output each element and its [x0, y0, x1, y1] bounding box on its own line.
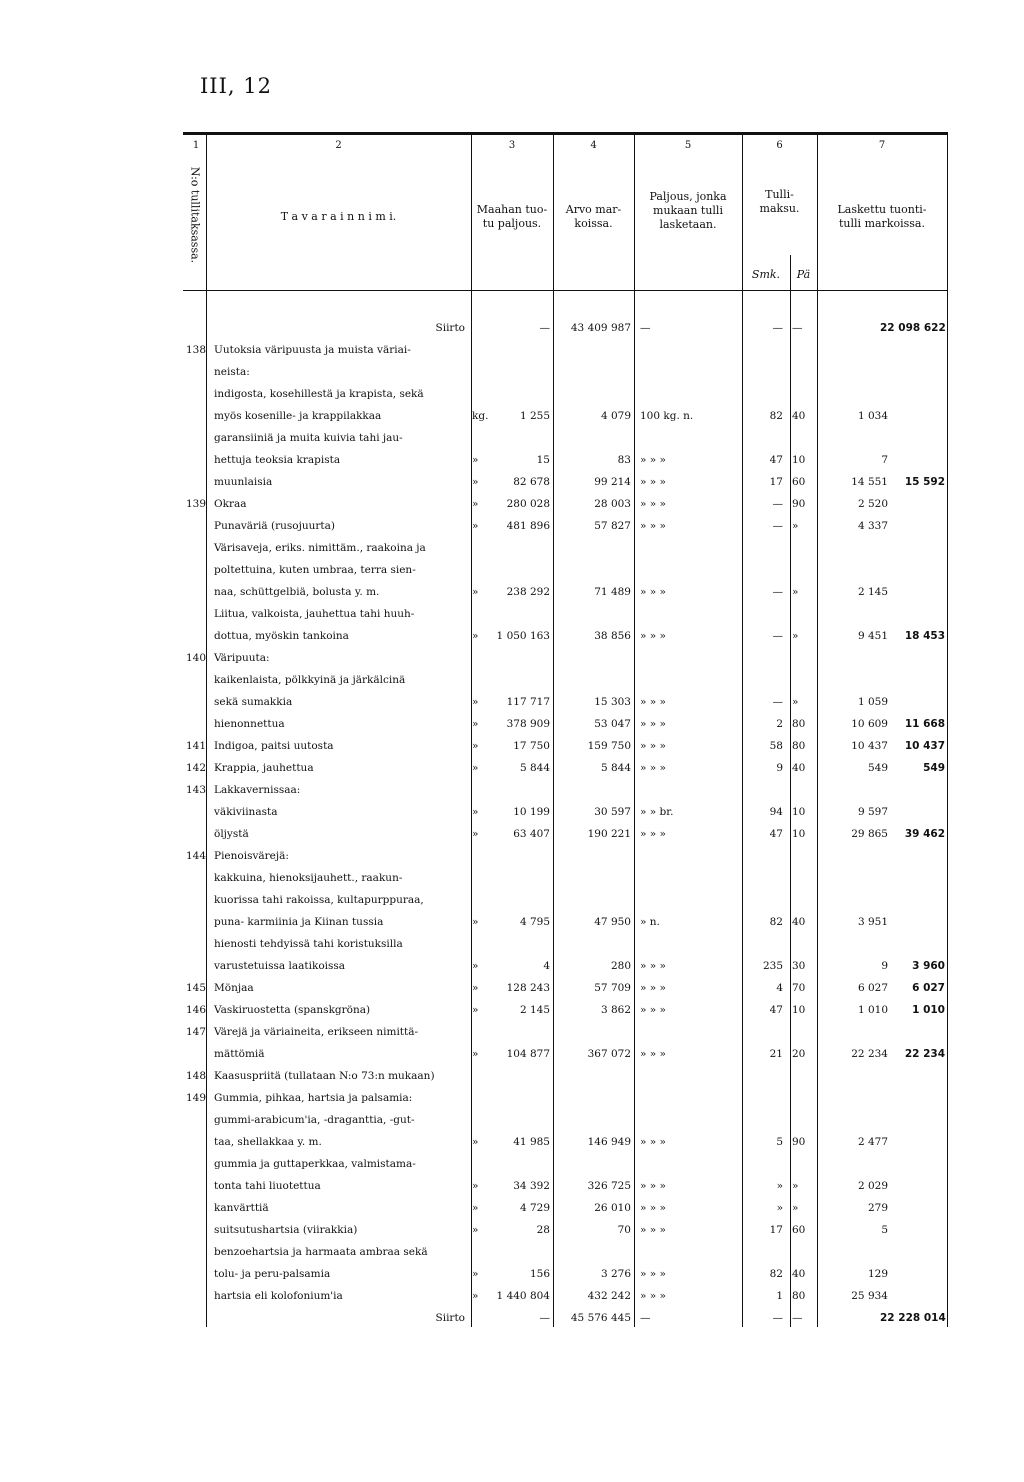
basis-cell: » » »: [640, 1180, 666, 1192]
quantity-cell: —: [539, 1312, 550, 1324]
subtotal-cell: 15 592: [904, 476, 945, 488]
quantity-cell: 63 407: [513, 828, 550, 840]
quantity-cell: 128 243: [506, 982, 550, 994]
duty-rate-mk-cell: 21: [769, 1048, 783, 1060]
col-rule: [947, 135, 948, 1327]
unit-cell: »: [472, 498, 479, 510]
quantity-cell: 28: [536, 1224, 550, 1236]
quantity-cell: —: [539, 322, 550, 334]
basis-cell: » » »: [640, 498, 666, 510]
unit-cell: »: [472, 1268, 479, 1280]
row-number: 147: [186, 1026, 207, 1038]
item-description: Värejä ja väriaineita, erikseen nimittä-: [214, 1026, 419, 1038]
subtotal-cell: 1 010: [912, 1004, 945, 1016]
quantity-cell: 280 028: [506, 498, 550, 510]
item-description: mättömiä: [214, 1048, 265, 1060]
value-cell: 159 750: [587, 740, 631, 752]
basis-cell: » » »: [640, 1136, 666, 1148]
item-description: puna- karmiinia ja Kiinan tussia: [214, 916, 384, 928]
value-cell: 190 221: [587, 828, 631, 840]
row-number: 138: [186, 344, 207, 356]
duty-rate-mk-cell: 47: [769, 454, 783, 466]
header-col6: Tulli- maksu.: [759, 188, 800, 215]
duty-rate-p-cell: »: [792, 520, 799, 532]
row-number: 148: [186, 1070, 207, 1082]
item-description: myös kosenille- ja krappilakkaa: [214, 410, 382, 422]
basis-cell: » » br.: [640, 806, 674, 818]
duty-rate-p-cell: 80: [792, 718, 806, 730]
item-description: kanvärttiä: [214, 1202, 269, 1214]
value-cell: 38 856: [594, 630, 631, 642]
quantity-cell: 34 392: [513, 1180, 550, 1192]
value-cell: 70: [617, 1224, 631, 1236]
value-cell: 53 047: [594, 718, 631, 730]
item-description: kakkuina, hienoksijauhett., raakun-: [214, 872, 403, 884]
unit-cell: »: [472, 1202, 479, 1214]
col-rule: [634, 135, 635, 1327]
basis-cell: » » »: [640, 520, 666, 532]
duty-rate-p-cell: 60: [792, 1224, 806, 1236]
table-top-rule: [183, 132, 948, 135]
value-cell: 3 862: [600, 1004, 631, 1016]
value-cell: 26 010: [594, 1202, 631, 1214]
item-description: garansiiniä ja muita kuivia tahi jau-: [214, 432, 403, 444]
item-description: kuorissa tahi rakoissa, kultapurppuraa,: [214, 894, 424, 906]
item-description: poltettuina, kuten umbraa, terra sien-: [214, 564, 416, 576]
unit-cell: »: [472, 586, 479, 598]
duty-rate-p-cell: 10: [792, 806, 806, 818]
basis-cell: » » »: [640, 982, 666, 994]
quantity-cell: 104 877: [506, 1048, 550, 1060]
item-description: dottua, myöskin tankoina: [214, 630, 349, 642]
unit-cell: »: [472, 916, 479, 928]
item-description: Väripuuta:: [214, 652, 270, 664]
basis-cell: 100 kg. n.: [640, 410, 694, 422]
unit-cell: »: [472, 454, 479, 466]
item-description: muunlaisia: [214, 476, 273, 488]
item-description: hienosti tehdyissä tahi koristuksilla: [214, 938, 403, 950]
value-cell: 45 576 445: [570, 1312, 631, 1324]
col-number-6: 6: [776, 140, 783, 151]
unit-cell: »: [472, 960, 479, 972]
basis-cell: —: [640, 1312, 651, 1324]
duty-rate-mk-cell: 58: [769, 740, 783, 752]
row-number: 146: [186, 1004, 207, 1016]
duty-rate-p-cell: —: [792, 322, 803, 334]
item-description: Värisaveja, eriks. nimittäm., raakoina ja: [214, 542, 426, 554]
value-cell: 43 409 987: [570, 322, 631, 334]
quantity-cell: 2 145: [519, 1004, 550, 1016]
duty-rate-p-cell: »: [792, 1180, 799, 1192]
value-cell: 432 242: [587, 1290, 631, 1302]
unit-cell: kg.: [472, 410, 489, 422]
carry-over-label: Siirto: [435, 322, 465, 334]
basis-cell: » » »: [640, 762, 666, 774]
duty-rate-p-cell: 60: [792, 476, 806, 488]
duty-rate-p-cell: 80: [792, 740, 806, 752]
value-cell: 3 276: [600, 1268, 631, 1280]
unit-cell: »: [472, 696, 479, 708]
row-number: 139: [186, 498, 207, 510]
item-description: naa, schüttgelbiä, bolusta y. m.: [214, 586, 380, 598]
subtotal-cell: 39 462: [904, 828, 945, 840]
computed-duty-cell: 9: [881, 960, 888, 972]
duty-rate-mk-cell: 47: [769, 828, 783, 840]
unit-cell: »: [472, 982, 479, 994]
unit-cell: »: [472, 1224, 479, 1236]
duty-rate-mk-cell: »: [776, 1202, 783, 1214]
value-cell: 57 827: [594, 520, 631, 532]
subtotal-cell: 3 960: [912, 960, 945, 972]
basis-cell: » n.: [640, 916, 660, 928]
unit-cell: »: [472, 630, 479, 642]
computed-duty-cell: 1 059: [857, 696, 888, 708]
computed-duty-cell: 279: [867, 1202, 888, 1214]
computed-duty-cell: 14 551: [851, 476, 888, 488]
quantity-cell: 15: [536, 454, 550, 466]
unit-cell: »: [472, 828, 479, 840]
col-number-5: 5: [684, 140, 692, 151]
row-number: 142: [186, 762, 207, 774]
duty-rate-p-cell: 40: [792, 762, 806, 774]
item-description: varustetuissa laatikoissa: [214, 960, 346, 972]
duty-rate-mk-cell: 235: [762, 960, 783, 972]
item-description: tolu- ja peru-palsamia: [214, 1268, 331, 1280]
duty-rate-mk-cell: 94: [769, 806, 783, 818]
item-description: Pienoisvärejä:: [214, 850, 289, 862]
duty-rate-p-cell: »: [792, 696, 799, 708]
computed-duty-cell: 9 451: [857, 630, 888, 642]
duty-rate-p-cell: 40: [792, 916, 806, 928]
col-rule: [790, 255, 791, 1327]
duty-rate-p-cell: 70: [792, 982, 806, 994]
basis-cell: » » »: [640, 1224, 666, 1236]
item-description: Okraa: [214, 498, 247, 510]
basis-cell: » » »: [640, 476, 666, 488]
item-description: Uutoksia väripuusta ja muista väriai-: [214, 344, 411, 356]
unit-cell: »: [472, 1136, 479, 1148]
unit-cell: »: [472, 476, 479, 488]
basis-cell: —: [640, 322, 651, 334]
item-description: öljystä: [214, 828, 249, 840]
item-description: väkiviinasta: [214, 806, 278, 818]
duty-rate-mk-cell: 9: [776, 762, 783, 774]
unit-cell: »: [472, 1180, 479, 1192]
header-col1: N:o tullitaksassa.: [188, 166, 202, 264]
duty-rate-p-cell: 10: [792, 1004, 806, 1016]
basis-cell: » » »: [640, 454, 666, 466]
basis-cell: » » »: [640, 718, 666, 730]
unit-cell: »: [472, 1290, 479, 1302]
duty-rate-mk-cell: »: [776, 1180, 783, 1192]
item-description: Gummia, pihkaa, hartsia ja palsamia:: [214, 1092, 413, 1104]
header-col6-sub-mk: Smk.: [751, 268, 781, 281]
quantity-cell: 481 896: [506, 520, 550, 532]
subtotal-cell: 10 437: [904, 740, 945, 752]
computed-duty-cell: 5: [881, 1224, 888, 1236]
value-cell: 71 489: [594, 586, 631, 598]
duty-rate-p-cell: 10: [792, 454, 806, 466]
value-cell: 146 949: [587, 1136, 631, 1148]
computed-duty-cell: 29 865: [851, 828, 888, 840]
duty-rate-mk-cell: —: [772, 322, 783, 334]
duty-rate-mk-cell: 1: [776, 1290, 783, 1302]
duty-rate-mk-cell: 82: [769, 916, 783, 928]
unit-cell: »: [472, 762, 479, 774]
unit-cell: »: [472, 1004, 479, 1016]
item-description: hienonnettua: [214, 718, 285, 730]
item-description: benzoehartsia ja harmaata ambraa sekä: [214, 1246, 428, 1258]
item-description: taa, shellakkaa y. m.: [214, 1136, 322, 1148]
quantity-cell: 1 050 163: [496, 630, 550, 642]
value-cell: 57 709: [594, 982, 631, 994]
col-number-4: 4: [590, 140, 597, 151]
col-rule: [553, 135, 554, 1327]
item-description: kaikenlaista, pölkkyinä ja järkälcinä: [214, 674, 406, 686]
duty-rate-p-cell: »: [792, 630, 799, 642]
basis-cell: » » »: [640, 740, 666, 752]
quantity-cell: 1 255: [519, 410, 550, 422]
basis-cell: » » »: [640, 696, 666, 708]
duty-rate-mk-cell: 5: [776, 1136, 783, 1148]
computed-duty-cell: 10 609: [851, 718, 888, 730]
quantity-cell: 156: [529, 1268, 550, 1280]
header-col3: Maahan tuo- tu paljous.: [476, 203, 548, 230]
duty-rate-p-cell: 80: [792, 1290, 806, 1302]
header-col6-sub-p: Pä: [796, 268, 811, 281]
unit-cell: »: [472, 718, 479, 730]
item-description: Liitua, valkoista, jauhettua tahi huuh-: [214, 608, 415, 620]
duty-rate-mk-cell: 17: [769, 476, 783, 488]
item-description: indigosta, kosehillestä ja krapista, sekä: [214, 388, 424, 400]
duty-rate-p-cell: 20: [792, 1048, 806, 1060]
item-description: suitsutushartsia (viirakkia): [214, 1224, 358, 1236]
col-rule: [742, 135, 743, 1327]
duty-rate-p-cell: 90: [792, 1136, 806, 1148]
item-description: tonta tahi liuotettua: [214, 1180, 321, 1192]
quantity-cell: 117 717: [506, 696, 550, 708]
basis-cell: » » »: [640, 1202, 666, 1214]
duty-rate-mk-cell: 82: [769, 1268, 783, 1280]
item-description: neista:: [214, 366, 250, 378]
basis-cell: » » »: [640, 1004, 666, 1016]
unit-cell: »: [472, 1048, 479, 1060]
row-number: 143: [186, 784, 207, 796]
duty-rate-p-cell: 30: [792, 960, 806, 972]
computed-duty-cell: 549: [867, 762, 888, 774]
value-cell: 30 597: [594, 806, 631, 818]
computed-duty-cell: 7: [881, 454, 888, 466]
quantity-cell: 4 795: [519, 916, 550, 928]
header-col7: Laskettu tuonti- tulli markoissa.: [837, 203, 927, 230]
duty-rate-mk-cell: —: [772, 520, 783, 532]
subtotal-cell: 22 098 622: [880, 322, 946, 334]
computed-duty-cell: 6 027: [857, 982, 888, 994]
item-description: Mönjaa: [214, 982, 254, 994]
value-cell: 367 072: [587, 1048, 631, 1060]
header-col2: T a v a r a i n n i m i.: [280, 210, 397, 223]
unit-cell: »: [472, 740, 479, 752]
item-description: gummia ja guttaperkkaa, valmistama-: [214, 1158, 416, 1170]
quantity-cell: 4: [543, 960, 550, 972]
carry-over-label: Siirto: [435, 1312, 465, 1324]
duty-rate-p-cell: 40: [792, 1268, 806, 1280]
duty-rate-mk-cell: —: [772, 586, 783, 598]
value-cell: 326 725: [587, 1180, 631, 1192]
col-number-3: 3: [508, 140, 516, 151]
item-description: Lakkavernissaa:: [214, 784, 301, 796]
computed-duty-cell: 10 437: [851, 740, 888, 752]
computed-duty-cell: 129: [867, 1268, 888, 1280]
item-description: hartsia eli kolofonium'ia: [214, 1290, 343, 1302]
computed-duty-cell: 4 337: [857, 520, 888, 532]
duty-rate-p-cell: »: [792, 586, 799, 598]
col-number-1: 1: [192, 140, 200, 151]
basis-cell: » » »: [640, 630, 666, 642]
row-number: 144: [186, 850, 207, 862]
header-col4: Arvo mar- koissa.: [565, 203, 622, 230]
value-cell: 280: [610, 960, 631, 972]
value-cell: 28 003: [594, 498, 631, 510]
item-description: Krappia, jauhettua: [214, 762, 314, 774]
computed-duty-cell: 9 597: [857, 806, 888, 818]
unit-cell: »: [472, 806, 479, 818]
subtotal-cell: 22 228 014: [880, 1312, 946, 1324]
subtotal-cell: 18 453: [904, 630, 945, 642]
item-description: Vaskiruostetta (spanskgröna): [214, 1004, 371, 1016]
item-description: sekä sumakkia: [214, 696, 293, 708]
duty-rate-mk-cell: 82: [769, 410, 783, 422]
subtotal-cell: 549: [923, 762, 945, 774]
value-cell: 15 303: [594, 696, 631, 708]
quantity-cell: 378 909: [506, 718, 550, 730]
col-rule: [471, 135, 472, 1327]
subtotal-cell: 22 234: [904, 1048, 945, 1060]
header-bottom-rule: [183, 290, 948, 291]
duty-rate-p-cell: »: [792, 1202, 799, 1214]
quantity-cell: 10 199: [513, 806, 550, 818]
computed-duty-cell: 25 934: [851, 1290, 888, 1302]
duty-rate-p-cell: 10: [792, 828, 806, 840]
basis-cell: » » »: [640, 1290, 666, 1302]
row-number: 140: [186, 652, 207, 664]
duty-rate-mk-cell: —: [772, 696, 783, 708]
duty-rate-mk-cell: —: [772, 630, 783, 642]
quantity-cell: 82 678: [513, 476, 550, 488]
row-number: 149: [186, 1092, 207, 1104]
basis-cell: » » »: [640, 828, 666, 840]
quantity-cell: 4 729: [519, 1202, 550, 1214]
header-col5: Paljous, jonka mukaan tulli lasketaan.: [649, 190, 727, 231]
basis-cell: » » »: [640, 1268, 666, 1280]
duty-rate-mk-cell: 17: [769, 1224, 783, 1236]
computed-duty-cell: 1 034: [857, 410, 888, 422]
quantity-cell: 238 292: [506, 586, 550, 598]
quantity-cell: 17 750: [513, 740, 550, 752]
page-number: III, 12: [200, 74, 272, 98]
value-cell: 83: [617, 454, 631, 466]
col-rule: [206, 135, 207, 1327]
item-description: gummi-arabicum'ia, -draganttia, -gut-: [214, 1114, 415, 1126]
duty-rate-mk-cell: —: [772, 1312, 783, 1324]
basis-cell: » » »: [640, 1048, 666, 1060]
duty-rate-p-cell: 90: [792, 498, 806, 510]
row-number: 145: [186, 982, 207, 994]
duty-rate-p-cell: 40: [792, 410, 806, 422]
duty-rate-mk-cell: 47: [769, 1004, 783, 1016]
duty-rate-mk-cell: —: [772, 498, 783, 510]
quantity-cell: 5 844: [519, 762, 550, 774]
computed-duty-cell: 2 477: [857, 1136, 888, 1148]
quantity-cell: 41 985: [513, 1136, 550, 1148]
quantity-cell: 1 440 804: [496, 1290, 550, 1302]
subtotal-cell: 6 027: [912, 982, 945, 994]
item-description: Punaväriä (rusojuurta): [214, 520, 335, 532]
duty-rate-mk-cell: 2: [776, 718, 783, 730]
computed-duty-cell: 2 145: [857, 586, 888, 598]
computed-duty-cell: 2 029: [857, 1180, 888, 1192]
value-cell: 47 950: [594, 916, 631, 928]
computed-duty-cell: 22 234: [851, 1048, 888, 1060]
value-cell: 5 844: [600, 762, 631, 774]
row-number: 141: [186, 740, 207, 752]
col-rule: [817, 135, 818, 1327]
duty-rate-p-cell: —: [792, 1312, 803, 1324]
subtotal-cell: 11 668: [904, 718, 945, 730]
col-number-2: 2: [335, 140, 342, 151]
computed-duty-cell: 3 951: [857, 916, 888, 928]
item-description: Kaasuspriitä (tullataan N:o 73:n mukaan): [214, 1070, 435, 1082]
item-description: Indigoa, paitsi uutosta: [214, 740, 334, 752]
col-number-7: 7: [878, 140, 886, 151]
value-cell: 4 079: [600, 410, 631, 422]
item-description: hettuja teoksia krapista: [214, 454, 341, 466]
computed-duty-cell: 2 520: [857, 498, 888, 510]
basis-cell: » » »: [640, 586, 666, 598]
unit-cell: »: [472, 520, 479, 532]
value-cell: 99 214: [594, 476, 631, 488]
basis-cell: » » »: [640, 960, 666, 972]
duty-rate-mk-cell: 4: [776, 982, 783, 994]
computed-duty-cell: 1 010: [857, 1004, 888, 1016]
